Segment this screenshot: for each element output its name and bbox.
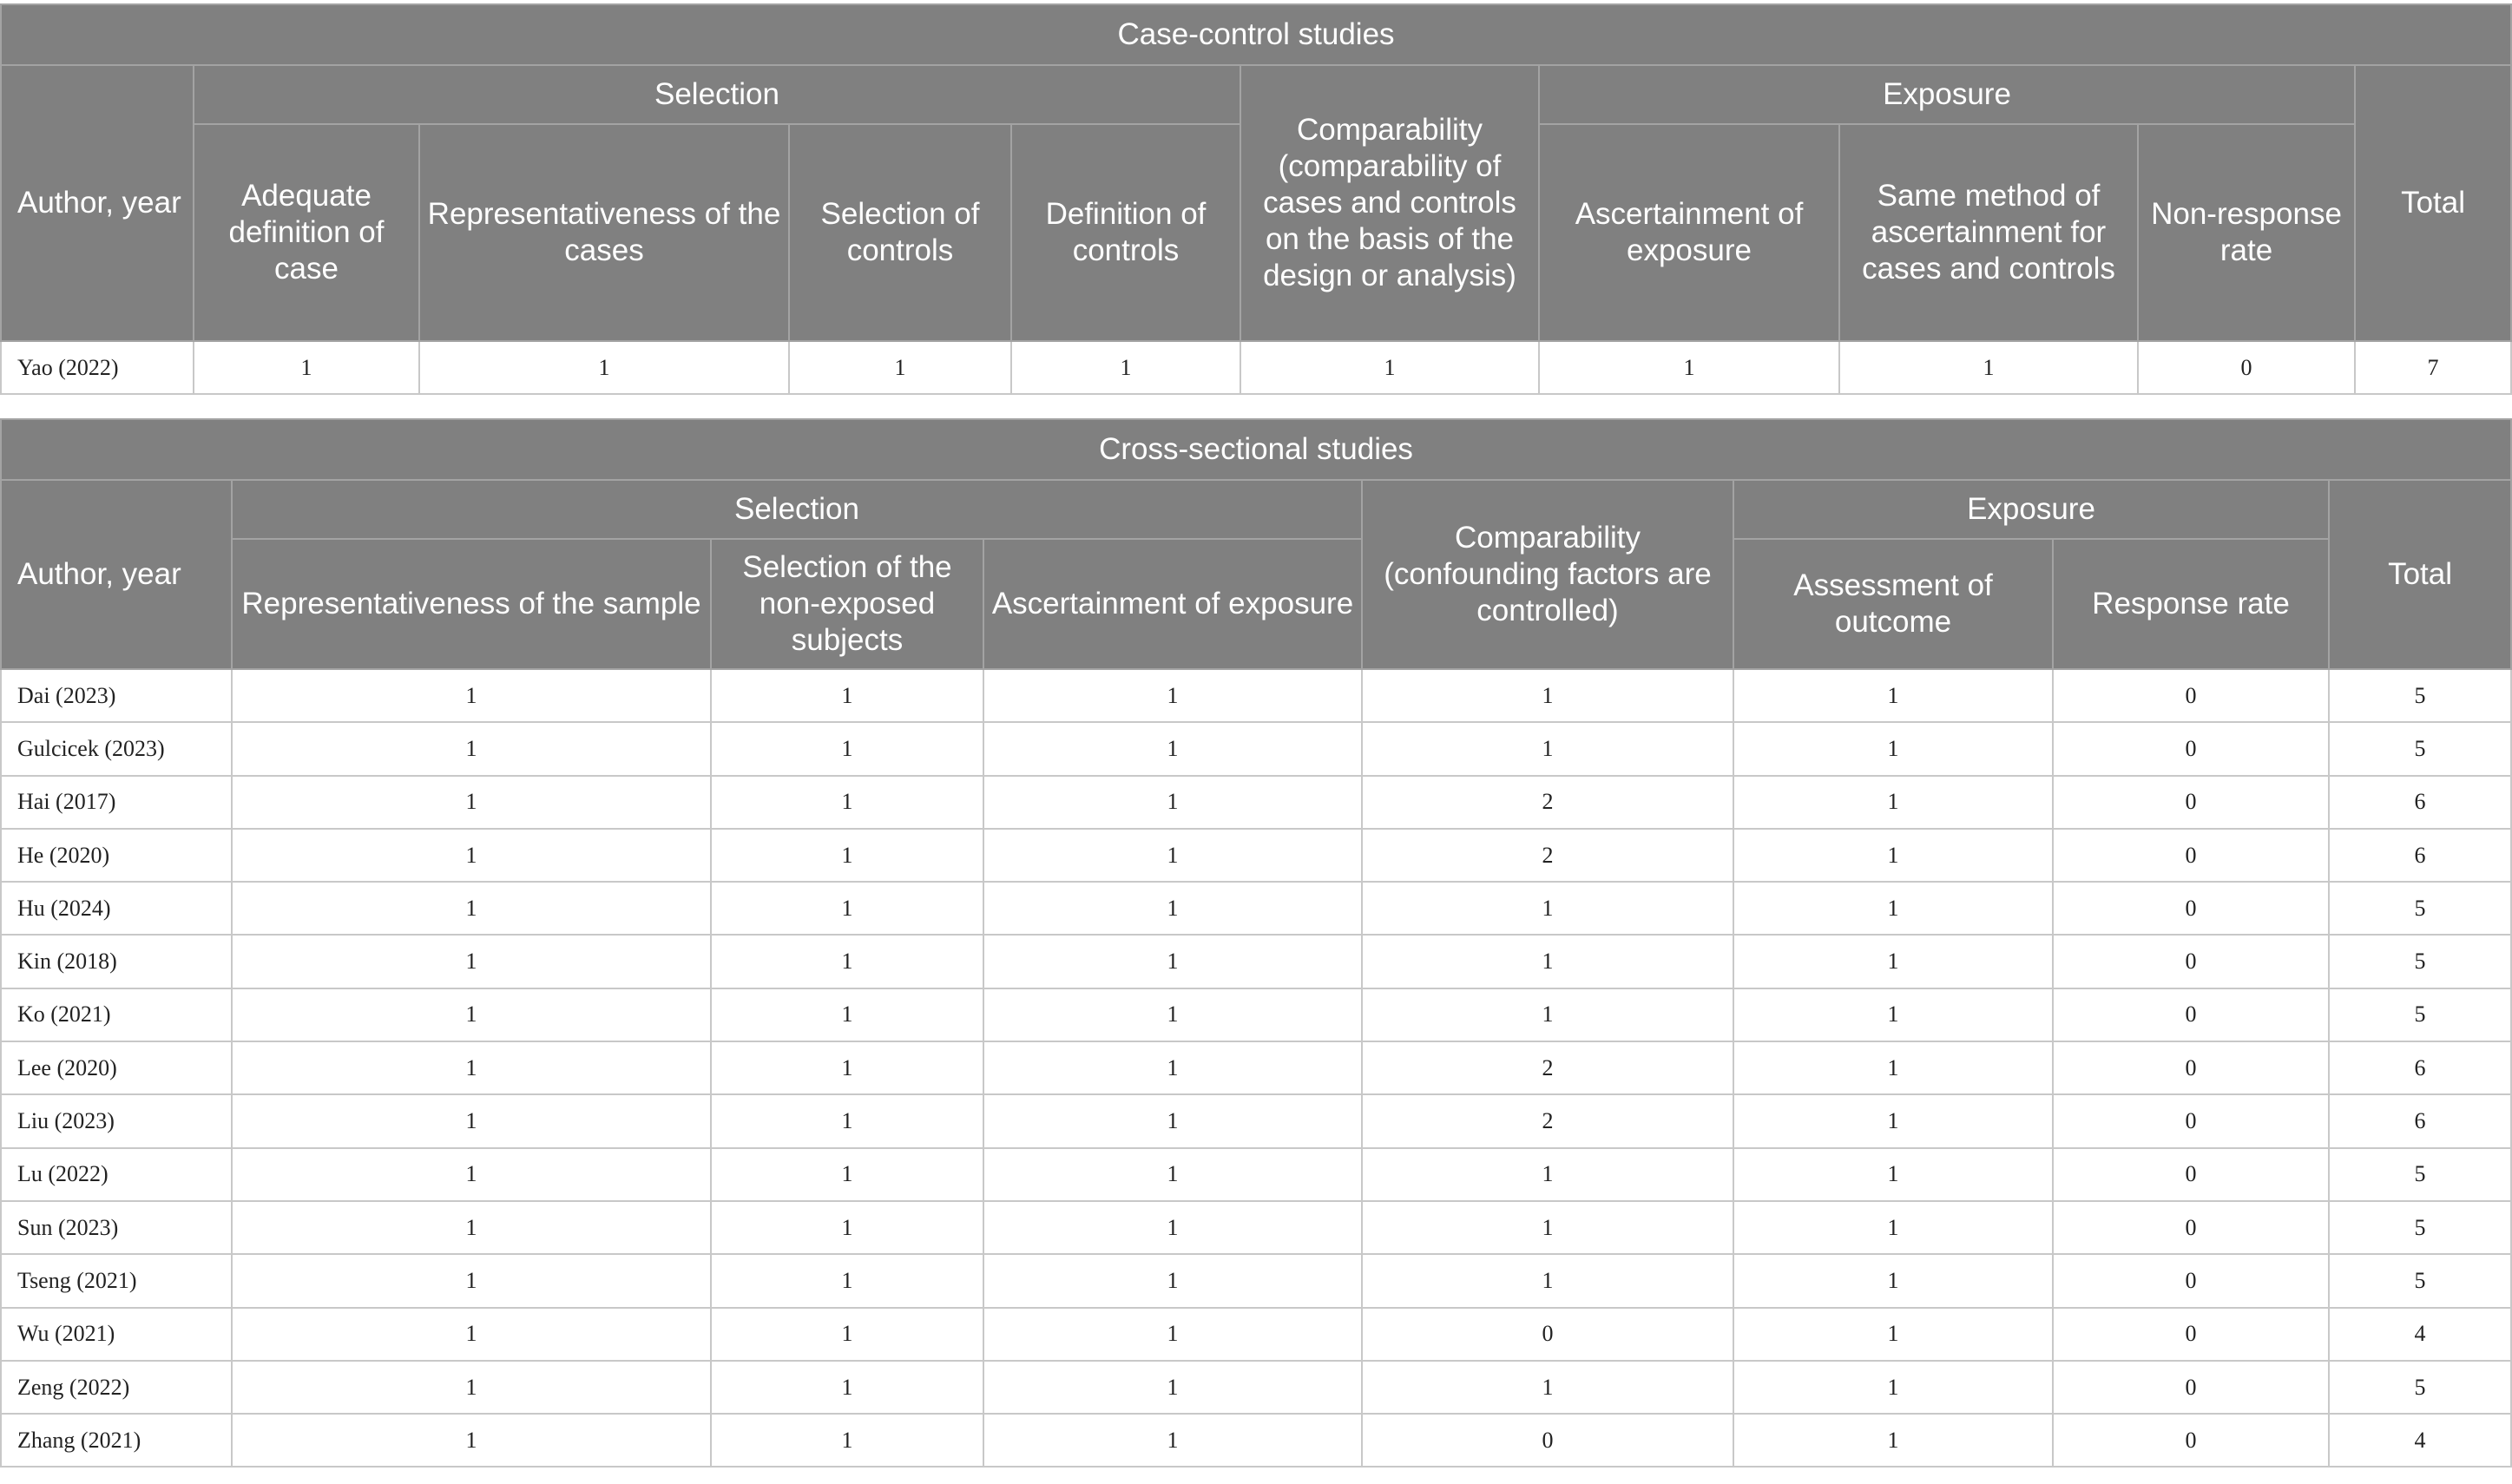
score-cell: 1 bbox=[711, 1148, 983, 1201]
score-cell: 1 bbox=[1733, 1094, 2053, 1147]
table-row bbox=[1, 988, 2511, 1041]
score-cell: 1 bbox=[711, 882, 983, 935]
author-cell: Kin (2018) bbox=[1, 935, 232, 988]
column-header: Selection of the non-exposed subjects bbox=[711, 539, 983, 669]
total-cell: 5 bbox=[2329, 1148, 2511, 1201]
score-cell: 1 bbox=[1362, 882, 1733, 935]
score-cell: 1 bbox=[1839, 341, 2138, 394]
table-row bbox=[1, 722, 2511, 775]
score-cell: 1 bbox=[983, 722, 1362, 775]
score-cell: 1 bbox=[1733, 882, 2053, 935]
table-row bbox=[1, 882, 2511, 935]
total-cell: 6 bbox=[2329, 1094, 2511, 1147]
score-cell: 1 bbox=[232, 1308, 711, 1361]
score-cell: 1 bbox=[1733, 776, 2053, 829]
score-cell: 1 bbox=[1240, 341, 1539, 394]
score-cell: 1 bbox=[232, 829, 711, 882]
case-control-table bbox=[0, 3, 2512, 395]
score-cell: 1 bbox=[983, 1308, 1362, 1361]
author-cell: Ko (2021) bbox=[1, 988, 232, 1041]
table-row bbox=[1, 1308, 2511, 1361]
author-cell: Sun (2023) bbox=[1, 1201, 232, 1254]
score-cell: 1 bbox=[232, 1148, 711, 1201]
score-cell: 1 bbox=[983, 829, 1362, 882]
score-cell: 1 bbox=[983, 1041, 1362, 1094]
score-cell: 1 bbox=[1733, 669, 2053, 722]
table-row bbox=[1, 1094, 2511, 1147]
author-year-header: Author, year bbox=[1, 65, 194, 341]
total-cell: 5 bbox=[2329, 669, 2511, 722]
author-cell: Zeng (2022) bbox=[1, 1361, 232, 1414]
score-cell: 1 bbox=[1733, 1361, 2053, 1414]
column-header: Representativeness of the sample bbox=[232, 539, 711, 669]
score-cell: 0 bbox=[2053, 669, 2329, 722]
score-cell: 1 bbox=[232, 1414, 711, 1467]
author-cell: Lee (2020) bbox=[1, 1041, 232, 1094]
column-header: Definition of controls bbox=[1011, 124, 1240, 341]
exposure-header: Exposure bbox=[1733, 480, 2329, 539]
score-cell: 1 bbox=[419, 341, 789, 394]
column-header: Selection of controls bbox=[789, 124, 1011, 341]
score-cell: 1 bbox=[232, 1361, 711, 1414]
score-cell: 1 bbox=[232, 1254, 711, 1307]
comparability-header: Comparability (confounding factors are controlled) bbox=[1362, 480, 1733, 669]
score-cell: 0 bbox=[2053, 1041, 2329, 1094]
author-cell: Wu (2021) bbox=[1, 1308, 232, 1361]
author-cell: Liu (2023) bbox=[1, 1094, 232, 1147]
total-cell: 5 bbox=[2329, 1361, 2511, 1414]
total-cell: 4 bbox=[2329, 1414, 2511, 1467]
total-cell: 6 bbox=[2329, 829, 2511, 882]
score-cell: 1 bbox=[711, 829, 983, 882]
score-cell: 1 bbox=[232, 1094, 711, 1147]
score-cell: 1 bbox=[983, 882, 1362, 935]
score-cell: 1 bbox=[983, 1201, 1362, 1254]
table-row bbox=[1, 1148, 2511, 1201]
total-cell: 5 bbox=[2329, 988, 2511, 1041]
score-cell: 0 bbox=[2053, 1094, 2329, 1147]
table-title: Case-control studies bbox=[1, 4, 2511, 65]
score-cell: 1 bbox=[194, 341, 419, 394]
score-cell: 1 bbox=[1362, 722, 1733, 775]
author-cell: He (2020) bbox=[1, 829, 232, 882]
score-cell: 1 bbox=[232, 1201, 711, 1254]
score-cell: 1 bbox=[711, 669, 983, 722]
score-cell: 1 bbox=[983, 776, 1362, 829]
score-cell: 0 bbox=[2053, 1201, 2329, 1254]
score-cell: 1 bbox=[711, 1254, 983, 1307]
score-cell: 1 bbox=[983, 1361, 1362, 1414]
score-cell: 2 bbox=[1362, 776, 1733, 829]
score-cell: 1 bbox=[1362, 935, 1733, 988]
column-header: Adequate definition of case bbox=[194, 124, 419, 341]
score-cell: 1 bbox=[1362, 669, 1733, 722]
score-cell: 1 bbox=[983, 1414, 1362, 1467]
score-cell: 1 bbox=[232, 882, 711, 935]
score-cell: 1 bbox=[711, 1414, 983, 1467]
table-row bbox=[1, 1361, 2511, 1414]
score-cell: 1 bbox=[1733, 829, 2053, 882]
score-cell: 1 bbox=[1733, 1148, 2053, 1201]
selection-header: Selection bbox=[194, 65, 1240, 124]
score-cell: 1 bbox=[1733, 1041, 2053, 1094]
score-cell: 1 bbox=[232, 935, 711, 988]
score-cell: 0 bbox=[2053, 1148, 2329, 1201]
table-row bbox=[1, 1201, 2511, 1254]
score-cell: 1 bbox=[1362, 1148, 1733, 1201]
column-header: Non-response rate bbox=[2138, 124, 2355, 341]
score-cell: 1 bbox=[711, 1201, 983, 1254]
score-cell: 1 bbox=[711, 1041, 983, 1094]
score-cell: 1 bbox=[711, 1094, 983, 1147]
score-cell: 1 bbox=[1362, 1201, 1733, 1254]
table-row bbox=[1, 829, 2511, 882]
column-header: Ascertainment of exposure bbox=[983, 539, 1362, 669]
score-cell: 1 bbox=[1733, 1308, 2053, 1361]
score-cell: 1 bbox=[711, 722, 983, 775]
score-cell: 1 bbox=[983, 1148, 1362, 1201]
score-cell: 0 bbox=[2053, 776, 2329, 829]
author-year-header: Author, year bbox=[1, 480, 232, 669]
score-cell: 1 bbox=[1539, 341, 1839, 394]
score-cell: 1 bbox=[232, 1041, 711, 1094]
score-cell: 2 bbox=[1362, 829, 1733, 882]
total-cell: 5 bbox=[2329, 1254, 2511, 1307]
author-cell: Dai (2023) bbox=[1, 669, 232, 722]
score-cell: 0 bbox=[2053, 1361, 2329, 1414]
score-cell: 1 bbox=[983, 1094, 1362, 1147]
selection-header: Selection bbox=[232, 480, 1362, 539]
total-cell: 6 bbox=[2329, 1041, 2511, 1094]
table-row bbox=[1, 1254, 2511, 1307]
table-row bbox=[1, 341, 2511, 394]
score-cell: 1 bbox=[1733, 722, 2053, 775]
total-cell: 5 bbox=[2329, 935, 2511, 988]
author-cell: Yao (2022) bbox=[1, 341, 194, 394]
score-cell: 1 bbox=[983, 1254, 1362, 1307]
author-cell: Gulcicek (2023) bbox=[1, 722, 232, 775]
column-header: Representativeness of the cases bbox=[419, 124, 789, 341]
score-cell: 2 bbox=[1362, 1094, 1733, 1147]
cross-sectional-table bbox=[0, 418, 2512, 1468]
column-header: Response rate bbox=[2053, 539, 2329, 669]
score-cell: 0 bbox=[2053, 1254, 2329, 1307]
score-cell: 1 bbox=[983, 669, 1362, 722]
score-cell: 1 bbox=[789, 341, 1011, 394]
column-header: Same method of ascertainment for cases and controls bbox=[1839, 124, 2138, 341]
score-cell: 1 bbox=[1011, 341, 1240, 394]
score-cell: 1 bbox=[1362, 988, 1733, 1041]
score-cell: 0 bbox=[2138, 341, 2355, 394]
total-cell: 4 bbox=[2329, 1308, 2511, 1361]
total-cell: 7 bbox=[2355, 341, 2511, 394]
author-cell: Hu (2024) bbox=[1, 882, 232, 935]
score-cell: 2 bbox=[1362, 1041, 1733, 1094]
score-cell: 1 bbox=[711, 935, 983, 988]
total-cell: 6 bbox=[2329, 776, 2511, 829]
table-row bbox=[1, 669, 2511, 722]
total-header: Total bbox=[2355, 65, 2511, 341]
author-cell: Lu (2022) bbox=[1, 1148, 232, 1201]
author-cell: Zhang (2021) bbox=[1, 1414, 232, 1467]
table-row bbox=[1, 935, 2511, 988]
score-cell: 1 bbox=[711, 1308, 983, 1361]
score-cell: 1 bbox=[983, 935, 1362, 988]
score-cell: 1 bbox=[711, 1361, 983, 1414]
score-cell: 1 bbox=[1362, 1361, 1733, 1414]
total-header: Total bbox=[2329, 480, 2511, 669]
score-cell: 1 bbox=[1733, 1414, 2053, 1467]
score-cell: 0 bbox=[2053, 1414, 2329, 1467]
score-cell: 1 bbox=[232, 722, 711, 775]
table-row bbox=[1, 1414, 2511, 1467]
score-cell: 1 bbox=[232, 776, 711, 829]
total-cell: 5 bbox=[2329, 1201, 2511, 1254]
score-cell: 0 bbox=[2053, 829, 2329, 882]
score-cell: 0 bbox=[2053, 1308, 2329, 1361]
score-cell: 0 bbox=[2053, 882, 2329, 935]
column-header: Ascertainment of exposure bbox=[1539, 124, 1839, 341]
comparability-header: Comparability (comparability of cases and controls on the basis of the design or analysis) bbox=[1240, 65, 1539, 341]
score-cell: 1 bbox=[711, 776, 983, 829]
score-cell: 0 bbox=[2053, 988, 2329, 1041]
author-cell: Tseng (2021) bbox=[1, 1254, 232, 1307]
exposure-header: Exposure bbox=[1539, 65, 2355, 124]
score-cell: 1 bbox=[1733, 1254, 2053, 1307]
table-title: Cross-sectional studies bbox=[1, 419, 2511, 480]
total-cell: 5 bbox=[2329, 882, 2511, 935]
score-cell: 0 bbox=[1362, 1308, 1733, 1361]
score-cell: 1 bbox=[1362, 1254, 1733, 1307]
score-cell: 1 bbox=[232, 988, 711, 1041]
score-cell: 1 bbox=[983, 988, 1362, 1041]
table-row bbox=[1, 1041, 2511, 1094]
score-cell: 1 bbox=[1733, 988, 2053, 1041]
score-cell: 1 bbox=[232, 669, 711, 722]
score-cell: 0 bbox=[1362, 1414, 1733, 1467]
score-cell: 1 bbox=[1733, 935, 2053, 988]
score-cell: 1 bbox=[711, 988, 983, 1041]
score-cell: 0 bbox=[2053, 935, 2329, 988]
table-row bbox=[1, 776, 2511, 829]
column-header: Assessment of outcome bbox=[1733, 539, 2053, 669]
author-cell: Hai (2017) bbox=[1, 776, 232, 829]
score-cell: 1 bbox=[1733, 1201, 2053, 1254]
score-cell: 0 bbox=[2053, 722, 2329, 775]
total-cell: 5 bbox=[2329, 722, 2511, 775]
